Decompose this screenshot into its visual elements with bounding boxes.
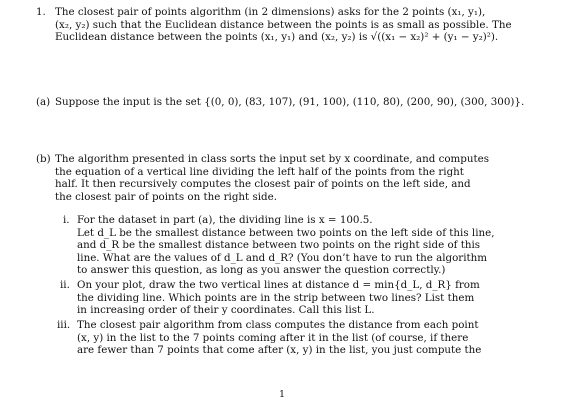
intro-line: Euclidean distance between the points (x₁, y₁) and (x₂, y₂) is √((x₁ − x₂)² + (y₁ − y₂)²). [55,31,499,44]
item-ii-line: the dividing line. Which points are in the strip between two lines? List them [77,291,475,304]
part-b-line: the closest pair of points on the right side. [55,190,278,203]
item-i-line: Let d_L be the smallest distance between two points on the left side of this line, [77,226,495,239]
part-a-text: Suppose the input is the set {(0, 0), (83, 107), (91, 100), (110, 80), (200, 90), (300, 300)}. [55,96,525,108]
item-ii-line: On your plot, draw the two vertical lines at distance d = min{d_L, d_R} from [77,279,480,291]
intro-line: (x₂, y₂) such that the Euclidean distance between the points is as small as possible. The [55,18,512,31]
item-iii-line: are fewer than 7 points that come after (x, y) in the list, you just compute the [77,344,482,357]
problem-number: 1. [36,6,46,18]
intro-line: The closest pair of points algorithm (in 2 dimensions) asks for the 2 points (x₁, y₁), [55,6,486,18]
part-a-label: (a) [36,96,51,108]
problem-intro [55,6,512,44]
item-i-line: For the dataset in part (a), the dividing line is x = 100.5. [77,214,373,226]
part-b-line: half. It then recursively computes the closest pair of points on the left side, and [55,178,471,191]
item-iii-label: iii. [57,319,71,331]
item-ii-text [77,279,480,317]
item-i-line: and d_R be the smallest distance between two points on the right side of this [77,239,481,252]
part-b-line: The algorithm presented in class sorts the input set by x coordinate, and computes [55,153,490,165]
part-b-label: (b) [36,153,51,165]
item-iii-line: The closest pair algorithm from class computes the distance from each point [77,319,479,331]
part-b-text [55,153,489,203]
item-i-label: i. [63,214,70,226]
item-ii-line: in increasing order of their y coordinates. Call this list L. [77,304,375,317]
part-b-line: the equation of a vertical line dividing the left half of the points from the right [55,165,464,178]
item-i-line: to answer this question, as long as you answer the question correctly.) [77,264,446,277]
item-iii-line: (x, y) in the list to the 7 points coming after it in the list (of course, if there [77,331,469,344]
item-iii-text [77,319,481,357]
item-ii-label: ii. [60,279,70,291]
item-i-line: line. What are the values of d_L and d_R? (You don’t have to run the algorithm [77,251,488,264]
page-number: 1 [279,389,286,400]
item-i-text [77,214,495,277]
